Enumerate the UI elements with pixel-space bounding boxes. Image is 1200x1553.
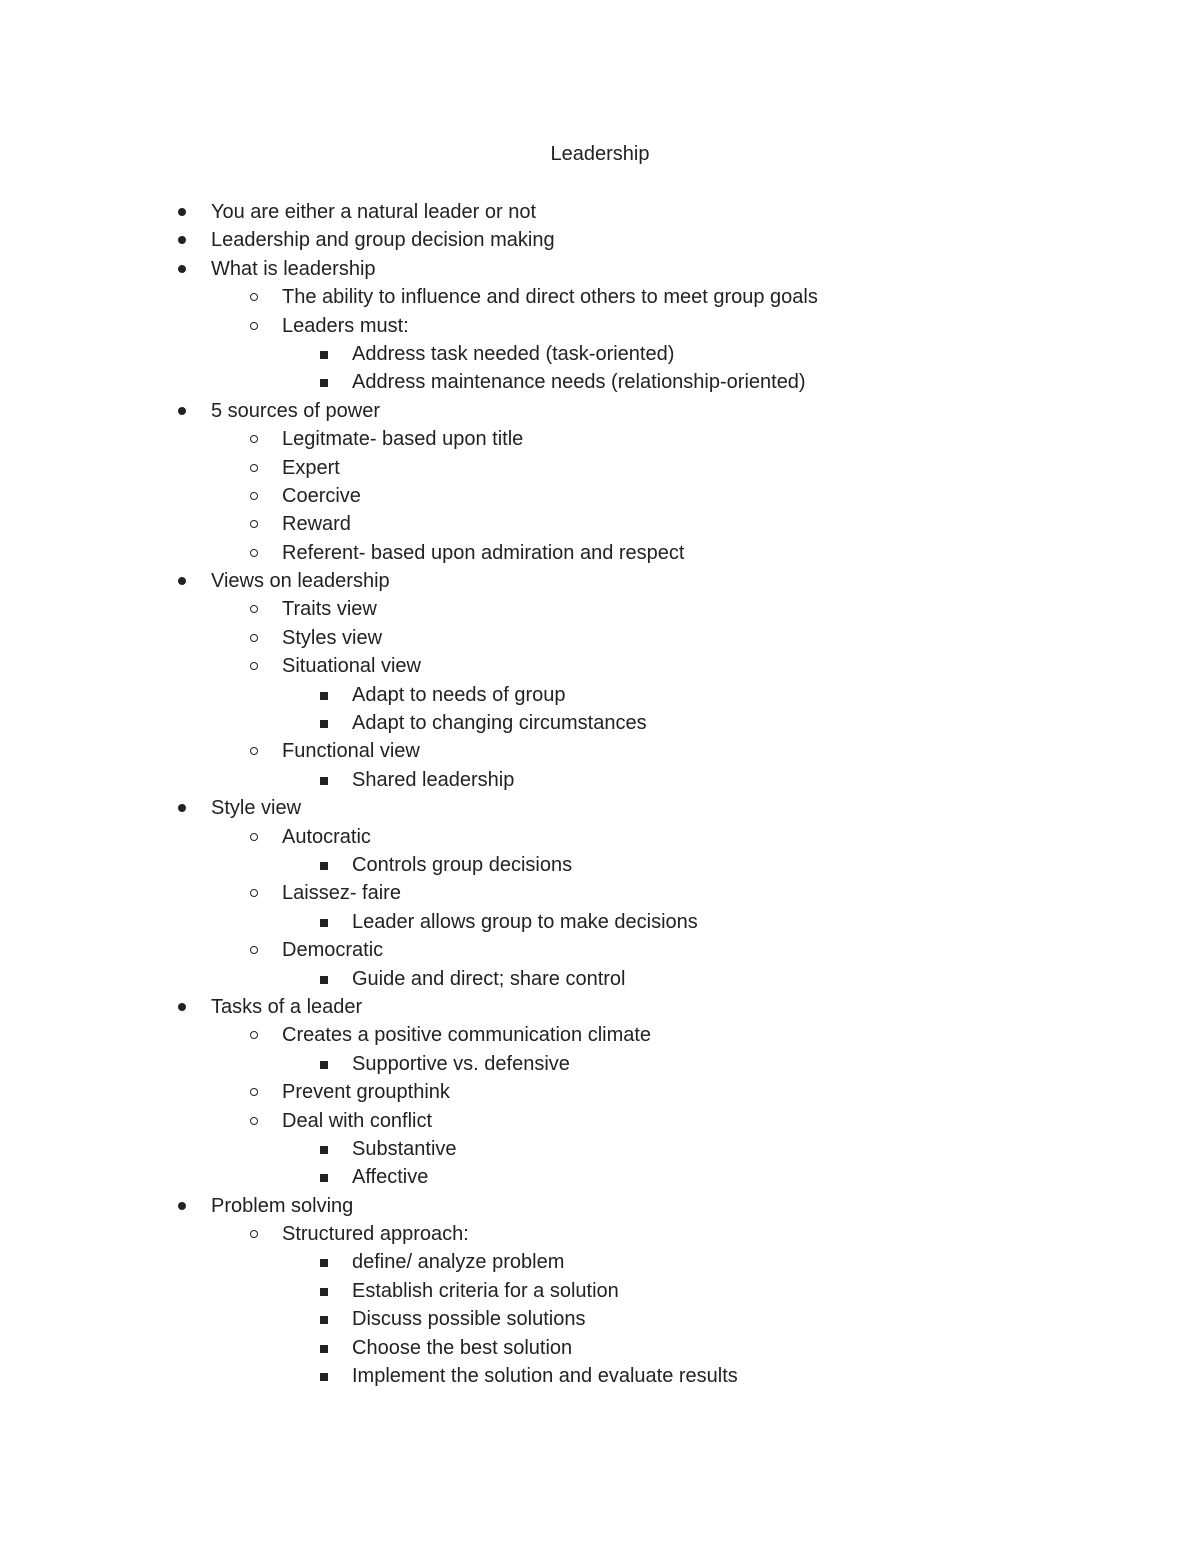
outline-item-text: Reward	[282, 513, 351, 536]
outline-item-level-3	[0, 709, 1200, 737]
filled-square-bullet-icon	[316, 1362, 332, 1390]
document-title: Leadership	[550, 143, 650, 165]
filled-disc-bullet-icon	[175, 1192, 191, 1220]
outline-item-text: Tasks of a leader	[211, 995, 363, 1018]
outline-item-level-3	[0, 1135, 1200, 1163]
outline-item-level-3	[0, 1248, 1200, 1276]
filled-square-bullet-icon	[316, 1277, 332, 1305]
outline-item-text: Coercive	[282, 484, 361, 507]
outline-item-text: You are either a natural leader or not	[211, 201, 537, 223]
filled-square-bullet-icon	[316, 709, 332, 737]
hollow-circle-bullet-icon	[246, 823, 262, 851]
outline-item-level-2	[0, 652, 1200, 680]
outline-item-level-2	[0, 595, 1200, 623]
hollow-circle-bullet-icon	[246, 936, 262, 964]
outline-item-text: Adapt to needs of group	[352, 683, 566, 706]
filled-disc-bullet-icon	[175, 993, 191, 1021]
filled-disc-bullet-icon	[175, 226, 191, 254]
outline-item-level-3	[0, 1305, 1200, 1333]
outline-item-text: Structured approach:	[282, 1223, 469, 1246]
outline-item-text: Supportive vs. defensive	[352, 1052, 570, 1075]
outline-item-level-2	[0, 936, 1200, 964]
outline-item-text: Referent- based upon admiration and respect	[282, 541, 685, 564]
outline-item-text: Substantive	[352, 1137, 457, 1160]
hollow-circle-bullet-icon	[246, 539, 262, 567]
filled-square-bullet-icon	[316, 1135, 332, 1163]
outline-item-level-2	[0, 482, 1200, 510]
outline-item-level-1	[0, 397, 1200, 425]
outline-item-level-3	[0, 1050, 1200, 1078]
filled-disc-bullet-icon	[175, 198, 191, 226]
outline-item-text: Address task needed (task-oriented)	[352, 342, 675, 365]
outline-item-level-1	[0, 226, 1200, 254]
outline-item-level-2	[0, 539, 1200, 567]
outline-item-level-1	[0, 1192, 1200, 1220]
hollow-circle-bullet-icon	[246, 595, 262, 623]
bullet-outline	[0, 198, 1200, 1390]
hollow-circle-bullet-icon	[246, 624, 262, 652]
outline-item-level-3	[0, 368, 1200, 396]
outline-item-text: Problem solving	[211, 1194, 354, 1217]
filled-disc-bullet-icon	[175, 397, 191, 425]
outline-item-level-3	[0, 908, 1200, 936]
outline-item-level-3	[0, 1334, 1200, 1362]
outline-item-text: Choose the best solution	[352, 1336, 573, 1359]
outline-item-level-3	[0, 1362, 1200, 1390]
outline-item-text: Prevent groupthink	[282, 1081, 450, 1104]
outline-item-level-2	[0, 454, 1200, 482]
outline-item-text: Guide and direct; share control	[352, 967, 626, 990]
outline-item-level-3	[0, 766, 1200, 794]
filled-square-bullet-icon	[316, 681, 332, 709]
outline-item-text: Leader allows group to make decisions	[352, 910, 698, 933]
outline-item-level-1	[0, 794, 1200, 822]
filled-square-bullet-icon	[316, 1334, 332, 1362]
outline-item-text: Affective	[352, 1166, 429, 1189]
hollow-circle-bullet-icon	[246, 510, 262, 538]
hollow-circle-bullet-icon	[246, 1107, 262, 1135]
hollow-circle-bullet-icon	[246, 482, 262, 510]
hollow-circle-bullet-icon	[246, 425, 262, 453]
hollow-circle-bullet-icon	[246, 879, 262, 907]
outline-item-text: Shared leadership	[352, 768, 515, 791]
outline-item-text: Leadership and group decision making	[211, 229, 555, 252]
outline-item-level-2	[0, 624, 1200, 652]
filled-square-bullet-icon	[316, 368, 332, 396]
outline-item-text: What is leadership	[211, 257, 376, 280]
outline-item-text: Situational view	[282, 655, 421, 678]
hollow-circle-bullet-icon	[246, 1078, 262, 1106]
outline-item-text: Establish criteria for a solution	[352, 1279, 619, 1302]
hollow-circle-bullet-icon	[246, 454, 262, 482]
outline-item-level-2	[0, 823, 1200, 851]
filled-disc-bullet-icon	[175, 567, 191, 595]
outline-item-text: Laissez- faire	[282, 882, 401, 905]
outline-item-level-2	[0, 1078, 1200, 1106]
filled-square-bullet-icon	[316, 965, 332, 993]
outline-item-text: Implement the solution and evaluate results	[352, 1365, 738, 1388]
outline-item-level-1	[0, 255, 1200, 283]
hollow-circle-bullet-icon	[246, 283, 262, 311]
outline-item-text: Address maintenance needs (relationship-oriented)	[352, 371, 806, 394]
hollow-circle-bullet-icon	[246, 1220, 262, 1248]
outline-item-level-3	[0, 340, 1200, 368]
outline-item-level-3	[0, 851, 1200, 879]
filled-square-bullet-icon	[316, 340, 332, 368]
hollow-circle-bullet-icon	[246, 652, 262, 680]
filled-disc-bullet-icon	[175, 255, 191, 283]
hollow-circle-bullet-icon	[246, 312, 262, 340]
outline-item-level-3	[0, 1163, 1200, 1191]
outline-item-text: Discuss possible solutions	[352, 1308, 586, 1331]
outline-item-text: Leaders must:	[282, 314, 409, 337]
hollow-circle-bullet-icon	[246, 737, 262, 765]
outline-item-level-1	[0, 567, 1200, 595]
outline-item-text: Views on leadership	[211, 570, 390, 593]
outline-item-text: Democratic	[282, 939, 384, 962]
outline-item-level-2	[0, 510, 1200, 538]
outline-item-text: 5 sources of power	[211, 399, 380, 422]
outline-item-level-2	[0, 425, 1200, 453]
filled-square-bullet-icon	[316, 1305, 332, 1333]
outline-item-text: Legitmate- based upon title	[282, 428, 524, 451]
outline-item-level-2	[0, 1220, 1200, 1248]
outline-item-level-3	[0, 681, 1200, 709]
hollow-circle-bullet-icon	[246, 1021, 262, 1049]
outline-item-text: Expert	[282, 456, 340, 479]
outline-item-level-2	[0, 737, 1200, 765]
outline-item-text: define/ analyze problem	[352, 1251, 565, 1274]
filled-disc-bullet-icon	[175, 794, 191, 822]
outline-item-text: The ability to influence and direct others to meet group goals	[282, 286, 818, 309]
outline-item-level-2	[0, 1021, 1200, 1049]
outline-item-text: Controls group decisions	[352, 853, 573, 876]
filled-square-bullet-icon	[316, 1050, 332, 1078]
outline-item-level-2	[0, 1107, 1200, 1135]
filled-square-bullet-icon	[316, 851, 332, 879]
outline-item-level-2	[0, 312, 1200, 340]
outline-item-level-1	[0, 198, 1200, 226]
outline-item-level-2	[0, 879, 1200, 907]
outline-item-text: Deal with conflict	[282, 1109, 433, 1132]
outline-item-text: Creates a positive communication climate	[282, 1024, 652, 1047]
outline-item-text: Adapt to changing circumstances	[352, 712, 647, 735]
outline-item-text: Style view	[211, 797, 302, 820]
outline-item-text: Autocratic	[282, 825, 371, 848]
filled-square-bullet-icon	[316, 766, 332, 794]
outline-item-text: Functional view	[282, 740, 420, 763]
filled-square-bullet-icon	[316, 1248, 332, 1276]
outline-item-text: Traits view	[282, 598, 377, 621]
outline-item-level-2	[0, 283, 1200, 311]
outline-item-level-3	[0, 1277, 1200, 1305]
filled-square-bullet-icon	[316, 1163, 332, 1191]
outline-item-level-1	[0, 993, 1200, 1021]
outline-item-text: Styles view	[282, 626, 383, 649]
filled-square-bullet-icon	[316, 908, 332, 936]
outline-item-level-3	[0, 965, 1200, 993]
